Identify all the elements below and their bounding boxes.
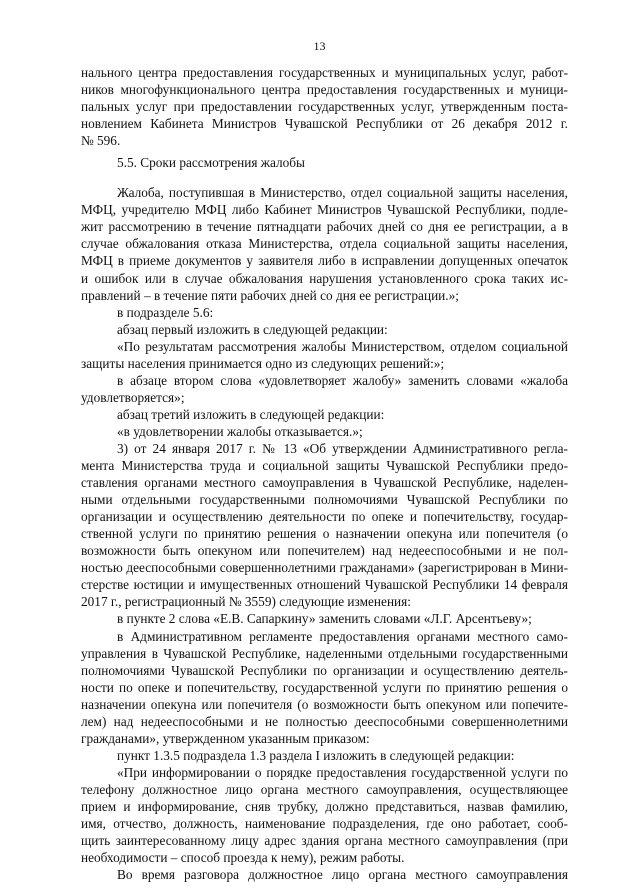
- text-line: 2017 г., регистрационный № 3559) следующие изменения:: [81, 594, 411, 610]
- text-line: защиты населения принимается одно из следующих решений:»;: [81, 355, 445, 371]
- text-line: пункт 1.3.5 подраздела 1.3 раздела I изложить в следующей редакции:: [117, 747, 515, 763]
- paragraph-spacer: [81, 171, 568, 184]
- text-line: МФЦ в приеме документов у заявителя либо в исправлении допущенных опечаток: [81, 253, 568, 269]
- text-line: необходимости – способ проезда к нему), режим работы.: [81, 850, 405, 866]
- text-line: ставления органами местного самоуправления в Чувашской Республике, наделен-: [81, 475, 568, 491]
- text-line: нального центра предоставления государственных и муниципальных услуг, работ-: [81, 65, 568, 80]
- text-line: стерстве юстиции и имущественных отношений Чувашской Республики 14 февраля: [81, 577, 568, 593]
- text-line: абзац третий изложить в следующей редакции:: [117, 406, 385, 422]
- text-line: правлений – в течение пяти рабочих дней со дня ее регистрации.»;: [81, 287, 459, 303]
- text-line: № 596.: [81, 133, 121, 149]
- text-line: ностью дееспособными совершеннолетними гражданами» (зарегистрирован в Мини-: [81, 560, 568, 576]
- text-line: возможности быть опекуном или попечителем) над недееспособными и не пол-: [81, 543, 568, 559]
- text-line: гражданами», утвержденном указанным приказом:: [81, 730, 370, 746]
- text-line: в Административном регламенте предоставления органами местного само-: [117, 628, 568, 644]
- text-line: организации и осуществлению деятельности по опеке и попечительству, государ-: [81, 509, 568, 525]
- text-line: и ошибок или в случае обжалования нарушения установленного срока таких ис-: [81, 270, 568, 286]
- text-line: «По результатам рассмотрения жалобы Министерством, отделом социальной: [117, 338, 568, 354]
- text-line: случае обжалования отказа Министерства, отдела социальной защиты населения,: [81, 236, 568, 252]
- text-line: щить заинтересованному лицу адрес здания органа местного самоуправления (при: [81, 833, 568, 849]
- text-line: телефону должностное лицо органа местного самоуправления, осуществляющее: [81, 781, 568, 797]
- text-line: Во время разговора должностное лицо органа местного самоуправления: [117, 867, 568, 883]
- text-line: ными отдельными государственными полномочиями Чувашской Республики по: [81, 492, 568, 508]
- document-body: [81, 64, 568, 883]
- text-line: в абзаце втором слова «удовлетворяет жалобу» заменить словами «жалоба: [117, 372, 568, 388]
- text-line: «в удовлетворении жалобы отказывается.»;: [117, 423, 363, 439]
- text-line: ности по опеке и попечительству, государственной услуги по принятию решения о: [81, 679, 568, 695]
- text-line: удовлетворяется»;: [81, 389, 185, 405]
- section-heading: 5.5. Сроки рассмотрения жалобы: [117, 155, 305, 171]
- text-line: новлением Кабинета Министров Чувашской Республики от 26 декабря 2012 г.: [81, 116, 568, 132]
- text-line: Жалоба, поступившая в Министерство, отдел социальной защиты населения,: [117, 185, 568, 201]
- text-line: полномочиями Чувашской Республики по организации и осуществлению деятель-: [81, 662, 568, 678]
- text-line: ственной услуги по принятию решения о назначении опекуна или попечителя (о: [81, 526, 568, 542]
- text-line: управления в Чувашской Республике, наделенными отдельными государственными: [81, 645, 568, 661]
- text-line: лем) над недееспособными и не полностью дееспособными совершеннолетними: [81, 713, 568, 729]
- text-line: «При информировании о порядке предоставления государственной услуги по: [117, 764, 568, 780]
- page-number: 13: [313, 39, 326, 53]
- text-line: 3) от 24 января 2017 г. № 13 «Об утверждении Административного регла-: [117, 440, 568, 456]
- text-line: имя, отчество, должность, наименование подразделения, где оно работает, сооб-: [81, 816, 568, 832]
- text-line: в пункте 2 слова «Е.В. Сапаркину» заменить словами «Л.Г. Арсентьеву»;: [117, 611, 532, 627]
- text-line: МФЦ, учредителю МФЦ либо Кабинет Министров Чувашской Республики, подле-: [81, 202, 568, 218]
- text-line: в подразделе 5.6:: [117, 304, 214, 320]
- text-line: ников многофункционального центра предоставления государственных и муници-: [81, 82, 568, 98]
- text-line: жит рассмотрению в течение пятнадцати рабочих дней со дня ее регистрации, а в: [81, 219, 568, 235]
- text-line: прием и информирование, сняв трубку, должно представиться, назвав фамилию,: [81, 798, 568, 814]
- text-line: пальных услуг при предоставлении государственных услуг, утвержденным поста-: [81, 99, 568, 115]
- text-line: абзац первый изложить в следующей редакции:: [117, 321, 388, 337]
- text-line: назначении опекуна или попечителя (о возможности быть опекуном или попечите-: [81, 696, 568, 712]
- text-line: мента Министерства труда и социальной защиты Чувашской Республики предо-: [81, 458, 568, 474]
